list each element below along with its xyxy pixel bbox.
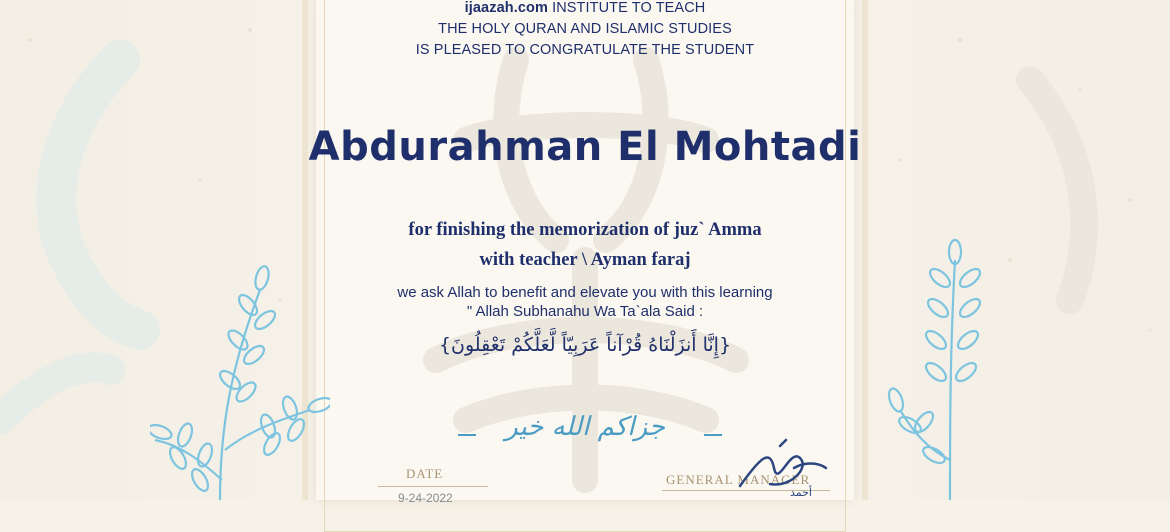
header-line-1-rest: INSTITUTE TO TEACH (547, 0, 706, 16)
quran-verse: {إِنَّا أَنزَلْنَاهُ قُرْآناً عَرَبِيّاً لَّعَلَّكُمْ تَعْقِلُونَ} (438, 334, 732, 356)
date-value: 9-24-2022 (398, 491, 453, 505)
teacher-text: with teacher \ Ayman faraj (479, 250, 691, 270)
header-line-3: IS PLEASED TO CONGRATULATE THE STUDENT (415, 42, 755, 58)
leaf-branch-icon (150, 230, 330, 500)
quote-intro-text: " Allah Subhanahu Wa Ta`ala Said : (466, 303, 704, 320)
student-name: Abdurahman El Mohtadi (308, 124, 862, 170)
achievement-text: for finishing the memorization of juz` Amma (408, 220, 762, 240)
manager-label: GENERAL MANAGER (666, 472, 811, 487)
leaf-branch-icon (880, 230, 1030, 500)
signature-text: أحمد (790, 486, 812, 499)
blessing-text: we ask Allah to benefit and elevate you with this learning (397, 284, 773, 301)
date-line (378, 486, 488, 487)
signature-icon (730, 438, 830, 500)
dua-calligraphy: جزاكم الله خير (505, 412, 665, 442)
date-label: DATE (406, 466, 444, 481)
header-line-1 (0, 0, 1170, 16)
dua-dash-right (704, 434, 722, 436)
header-line-2: THE HOLY QURAN AND ISLAMIC STUDIES (438, 21, 732, 37)
site-name: ijaazah.com (464, 0, 548, 16)
